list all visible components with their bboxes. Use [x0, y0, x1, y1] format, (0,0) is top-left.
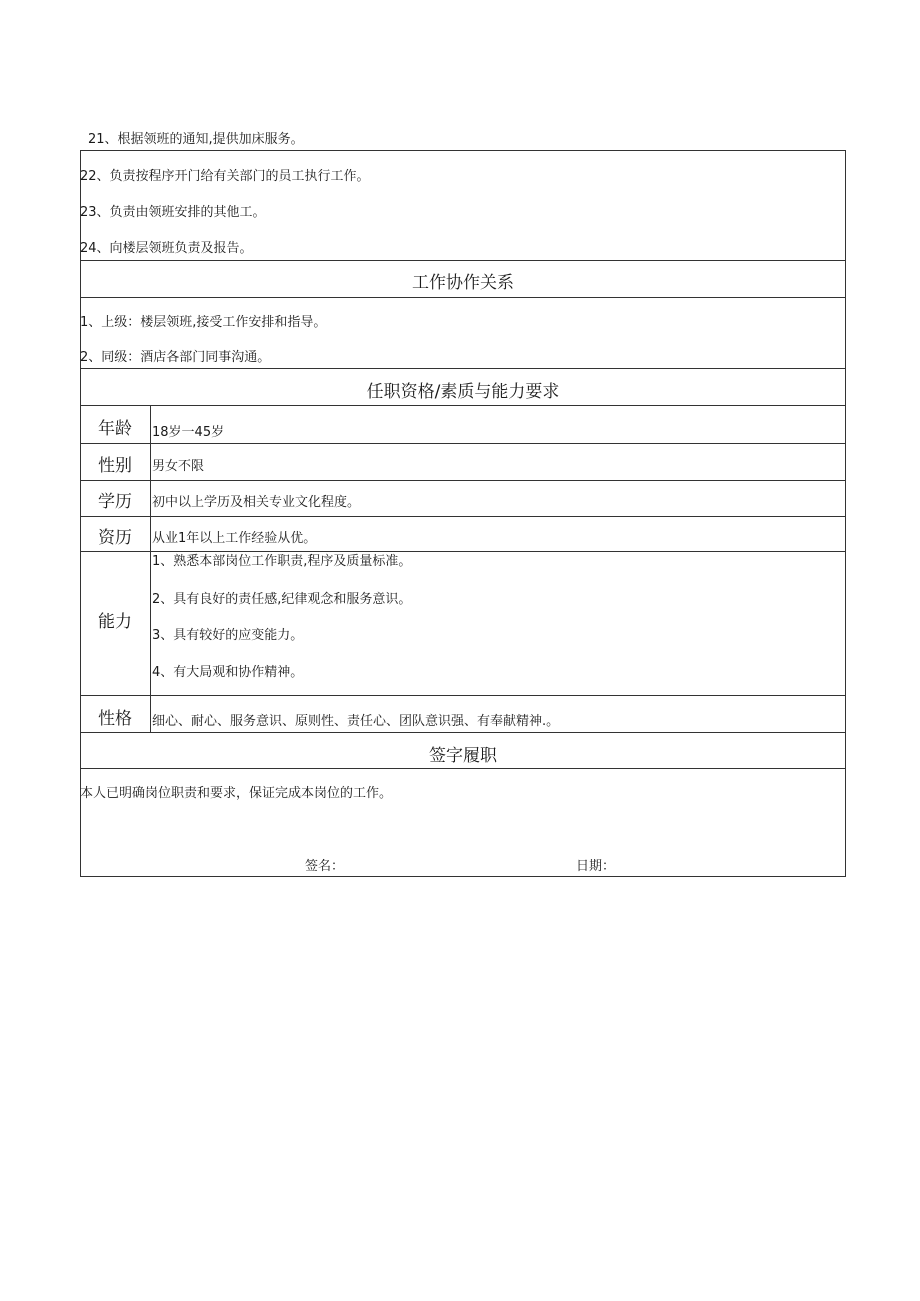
divider: [80, 695, 846, 696]
divider: [80, 551, 846, 552]
ability-item-3: 3、具有较好的应变能力。: [152, 628, 304, 643]
divider: [80, 368, 846, 369]
experience-label: 资历: [98, 528, 132, 548]
education-value: 初中以上学历及相关专业文化程度。: [152, 495, 361, 510]
personality-value: 细心、耐心、服务意识、原则性、责任心、团队意识强、有奉献精神.。: [152, 714, 560, 729]
signature-statement: 本人已明确岗位职责和要求，保证完成本岗位的工作。: [80, 786, 393, 801]
cooperation-title: 工作协作关系: [412, 273, 514, 293]
ability-item-1: 1、熟悉本部岗位工作职责,程序及质量标准。: [152, 554, 412, 569]
divider: [80, 732, 846, 733]
divider: [80, 480, 846, 481]
personality-label: 性格: [98, 709, 132, 729]
cooperation-item-peer: 2、同级：酒店各部门同事沟通。: [80, 350, 271, 365]
divider: [80, 405, 846, 406]
qualifications-title: 任职资格/素质与能力要求: [366, 382, 560, 402]
date-label: 日期：: [576, 859, 616, 874]
signature-title: 签字履职: [429, 746, 497, 766]
divider: [80, 297, 846, 298]
divider: [80, 443, 846, 444]
ability-item-4: 4、有大局观和协作精神。: [152, 665, 304, 680]
divider: [80, 516, 846, 517]
label-column-divider: [150, 405, 151, 732]
duty-item-22: 22、负责按程序开门给有关部门的员工执行工作。: [80, 169, 370, 184]
experience-value: 从业1年以上工作经验从优。: [152, 531, 317, 546]
duty-item-21: 21、根据领班的通知,提供加床服务。: [88, 132, 304, 147]
gender-value: 男女不限: [152, 459, 205, 474]
divider: [80, 260, 846, 261]
ability-item-2: 2、具有良好的责任感,纪律观念和服务意识。: [152, 592, 412, 607]
gender-label: 性别: [98, 456, 132, 476]
age-value: 18岁一45岁: [152, 425, 225, 440]
sign-label: 签名：: [305, 859, 345, 874]
duty-item-24: 24、向楼层领班负责及报告。: [80, 241, 253, 256]
ability-label: 能力: [98, 612, 132, 632]
age-label: 年龄: [98, 419, 132, 439]
duty-item-23: 23、负责由领班安排的其他工。: [80, 205, 266, 220]
cooperation-item-superior: 1、上级：楼层领班,接受工作安排和指导。: [80, 315, 327, 330]
education-label: 学历: [98, 492, 132, 512]
divider: [80, 768, 846, 769]
